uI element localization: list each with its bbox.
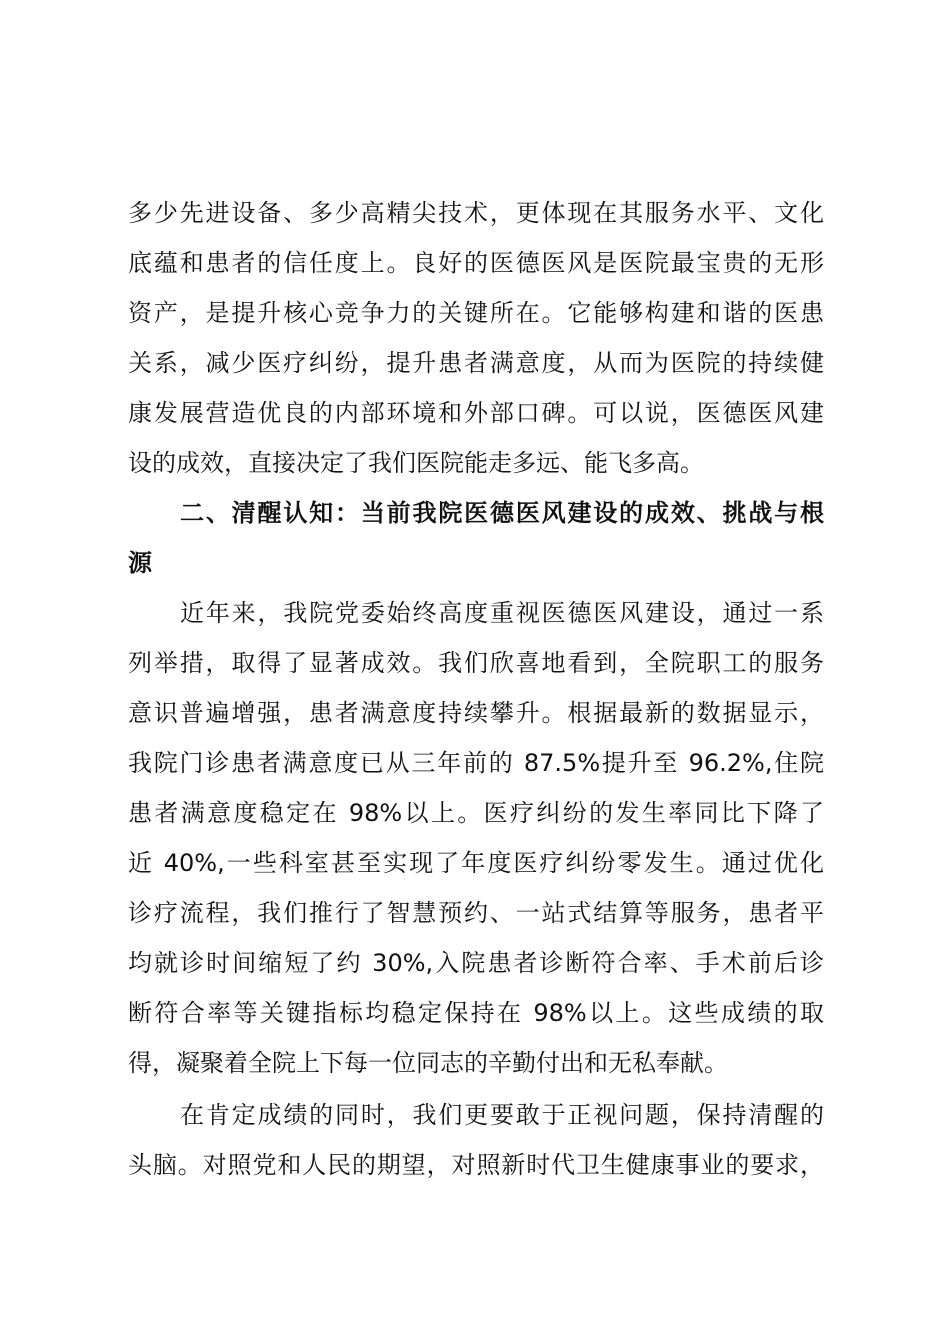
text-line: 在肯定成绩的同时，我们更要敢于正视问题，保持清醒的 <box>180 1101 824 1129</box>
section-heading: 源 <box>128 549 152 577</box>
text-line: 近 40%,一些科室甚至实现了年度医疗纠纷零发生。通过优化 <box>128 849 824 877</box>
section-heading: 二、清醒认知：当前我院医德医风建设的成效、挑战与根 <box>180 499 824 527</box>
text-line: 意识普遍增强，患者满意度持续攀升。根据最新的数据显示， <box>128 699 824 727</box>
text-line: 均就诊时间缩短了约 30%,入院患者诊断符合率、手术前后诊 <box>128 949 824 977</box>
text-line: 我院门诊患者满意度已从三年前的 87.5%提升至 96.2%,住院 <box>128 749 824 777</box>
text-line: 底蕴和患者的信任度上。良好的医德医风是医院最宝贵的无形 <box>128 249 824 277</box>
text-line: 资产，是提升核心竞争力的关键所在。它能够构建和谐的医患 <box>128 299 824 327</box>
text-line: 设的成效，直接决定了我们医院能走多远、能飞多高。 <box>128 449 704 477</box>
text-line: 多少先进设备、多少高精尖技术，更体现在其服务水平、文化 <box>128 199 824 227</box>
text-line: 得，凝聚着全院上下每一位同志的辛勤付出和无私奉献。 <box>128 1049 728 1077</box>
text-line: 断符合率等关键指标均稳定保持在 98%以上。这些成绩的取 <box>128 999 824 1027</box>
text-line: 康发展营造优良的内部环境和外部口碑。可以说，医德医风建 <box>128 399 824 427</box>
document-page <box>128 188 824 1190</box>
text-line: 列举措，取得了显著成效。我们欣喜地看到，全院职工的服务 <box>128 649 824 677</box>
text-line: 近年来，我院党委始终高度重视医德医风建设，通过一系 <box>180 599 824 627</box>
text-line: 头脑。对照党和人民的期望，对照新时代卫生健康事业的要求， <box>128 1151 824 1179</box>
text-line: 诊疗流程，我们推行了智慧预约、一站式结算等服务，患者平 <box>128 899 824 927</box>
text-line: 患者满意度稳定在 98%以上。医疗纠纷的发生率同比下降了 <box>128 799 824 827</box>
text-line: 关系，减少医疗纠纷，提升患者满意度，从而为医院的持续健 <box>128 349 824 377</box>
